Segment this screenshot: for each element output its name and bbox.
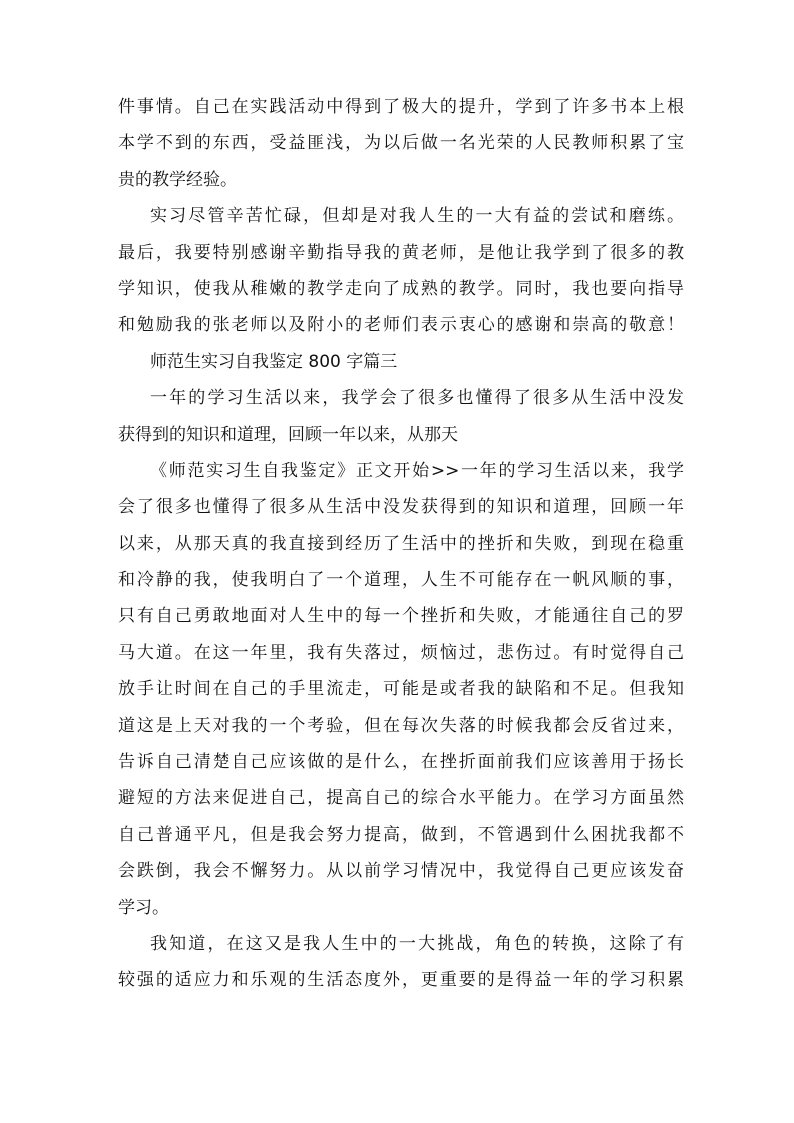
paragraph-line: 以来，从那天真的我直接到经历了生活中的挫折和失败，到现在稳重 [118, 533, 684, 554]
paragraph-line: 会跌倒，我会不懈努力。从以前学习情况中，我觉得自己更应该发奋 [118, 861, 684, 882]
paragraph-line: 本学不到的东西，受益匪浅，为以后做一名光荣的人民教师积累了宝 [118, 133, 684, 154]
paragraph-line: 会了很多也懂得了很多从生活中没发获得到的知识和道理，回顾一年 [118, 497, 684, 518]
paragraph-line: 贵的教学经验。 [118, 169, 237, 190]
paragraph-line: 道这是上天对我的一个考验，但在每次失落的时候我都会反省过来， [118, 715, 684, 736]
paragraph-line: 学知识，使我从稚嫩的教学走向了成熟的教学。同时，我也要向指导 [118, 278, 684, 299]
paragraph-line: 实习尽管辛苦忙碌，但却是对我人生的一大有益的尝试和磨练。 [150, 206, 684, 227]
section-heading: 师范生实习自我鉴定 800 字篇三 [150, 351, 398, 372]
paragraph-line: 马大道。在这一年里，我有失落过，烦恼过，悲伤过。有时觉得自己 [118, 642, 684, 663]
paragraph-line: 获得到的知识和道理，回顾一年以来，从那天 [118, 424, 458, 445]
paragraph-line: 避短的方法来促进自己，提高自己的综合水平能力。在学习方面虽然 [118, 788, 684, 809]
paragraph-line: 只有自己勇敢地面对人生中的每一个挫折和失败，才能通往自己的罗 [118, 606, 684, 627]
paragraph-line: 件事情。自己在实践活动中得到了极大的提升，学到了许多书本上根 [118, 97, 684, 117]
paragraph-line: 放手让时间在自己的手里流走，可能是或者我的缺陷和不足。但我知 [118, 679, 684, 700]
paragraph-line: 最后，我要特别感谢辛勤指导我的黄老师，是他让我学到了很多的教 [118, 242, 684, 263]
paragraph-line: 学习。 [118, 897, 169, 918]
paragraph-line: 和冷静的我，使我明白了一个道理，人生不可能存在一帆风顺的事， [118, 570, 684, 591]
paragraph-line: 一年的学习生活以来，我学会了很多也懂得了很多从生活中没发 [150, 388, 684, 409]
paragraph-line: 我知道，在这又是我人生中的一大挑战，角色的转换，这除了有 [150, 933, 684, 954]
paragraph-line: 告诉自己清楚自己应该做的是什么，在挫折面前我们应该善用于扬长 [118, 752, 684, 773]
paragraph-line: 自己普通平凡，但是我会努力提高，做到，不管遇到什么困扰我都不 [118, 824, 684, 845]
paragraph-line: 和勉励我的张老师以及附小的老师们表示衷心的感谢和崇高的敬意！ [118, 315, 684, 336]
document-body [118, 89, 684, 999]
paragraph-line: 《师范实习生自我鉴定》正文开始>>一年的学习生活以来，我学 [150, 460, 684, 481]
paragraph-line: 较强的适应力和乐观的生活态度外，更重要的是得益一年的学习积累 [118, 970, 684, 991]
